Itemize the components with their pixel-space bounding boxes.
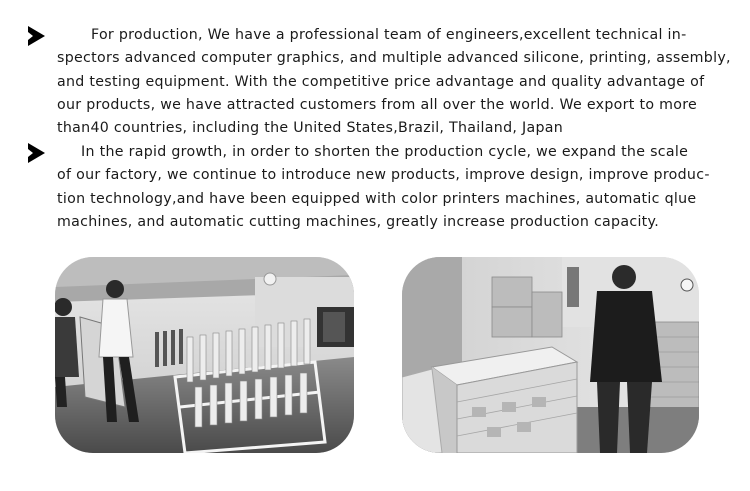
paragraph-1-line-3: and testing equipment. With the competitive price advantage and quality advantage of (57, 73, 705, 90)
paragraph-2-line-2: of our factory, we continue to introduce new products, improve design, improve produc- (57, 167, 710, 184)
paragraph-1-line-4: our products, we have attracted customers from all over the world. We export to more (57, 96, 698, 113)
warehouse-wood-stacks-photo (402, 257, 699, 453)
paragraph-1-line-2: spectors advanced computer graphics, and multiple advanced silicone, printing, assembly, (57, 50, 731, 67)
paragraph-2-line-1: In the rapid growth, in order to shorten the production cycle, we expand the scale (81, 144, 689, 160)
paragraph-1-line-1: For production, We have a professional team of engineers,excellent technical in- (91, 27, 687, 43)
paragraph-1-line-5: than40 countries, including the United States,Brazil, Thailand, Japan (57, 120, 564, 137)
factory-floor-guitar-racks-photo (55, 257, 354, 453)
paragraph-production-team (57, 24, 731, 140)
warehouse-photo (402, 257, 699, 453)
factory-floor-photo (55, 257, 354, 453)
bullet-arrow-icon (28, 143, 45, 163)
paragraph-2-line-3: tion technology,and have been equipped with color printers machines, automatic qlue (57, 190, 697, 207)
paragraph-2-line-4: machines, and automatic cutting machines, greatly increase production capacity. (57, 213, 660, 230)
paragraph-rapid-growth (57, 141, 710, 234)
bullet-arrow-icon (28, 26, 45, 46)
